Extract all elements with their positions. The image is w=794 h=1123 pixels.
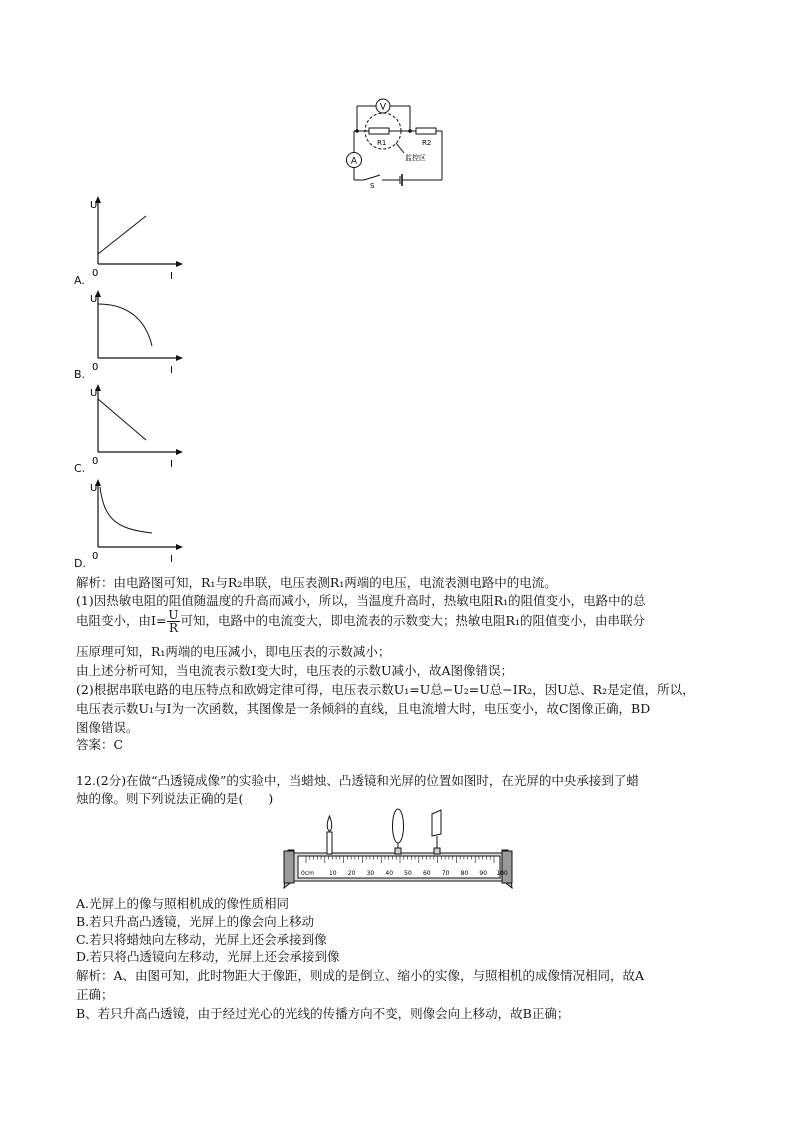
ruler-tick-label: 50	[404, 870, 412, 877]
origin-label: 0	[92, 456, 99, 467]
q12-option-a: A.光屏上的像与照相机成的像性质相同	[76, 896, 290, 911]
zone-label: 监控区	[405, 154, 426, 162]
axis-u-label: U	[90, 483, 98, 494]
analysis-line-4: 压原理可知，R₁两端的电压减小，即电压表的示数减小；	[76, 644, 391, 659]
axis-i-label: I	[170, 459, 173, 468]
ruler-tick-label: 30	[366, 870, 375, 877]
analysis-line-5: 由上述分析可知，当电流表示数I变大时，电压表的示数U减小，故A图像错误；	[76, 663, 514, 678]
graph-curve	[98, 304, 152, 346]
voltmeter-label: V	[379, 102, 387, 113]
ohm-fraction	[167, 609, 179, 634]
option-letter-d: D.	[74, 557, 86, 570]
graph-curve	[98, 216, 146, 254]
answer: 答案：C	[76, 737, 124, 752]
analysis-line-6: (2)根据串联电路的电压特点和欧姆定律可得，电压表示数U₁=U总−U₂=U总−IR₂，因U总、R₂是定值，所以，	[76, 682, 695, 697]
ruler-tick-label: 90	[479, 870, 488, 877]
axis-u-label: U	[90, 388, 98, 399]
ruler-tick-label: 10	[328, 870, 337, 877]
graph-curve	[98, 399, 146, 440]
ruler-unit-label: 0cm	[301, 870, 314, 877]
option-letter-a: A.	[74, 274, 85, 287]
graph-a	[88, 196, 198, 280]
axis-i-label: I	[170, 554, 173, 563]
circuit-diagram	[344, 96, 454, 188]
option-letter-b: B.	[74, 368, 86, 381]
analysis-line-1: 解析：由电路图可知，R₁与R₂串联，电压表测R₁两端的电压，电流表测电路中的电流。	[76, 575, 557, 590]
q12-option-c: C.若只将蜡烛向左移动，光屏上还会承接到像	[76, 932, 327, 947]
graph-curve	[100, 487, 152, 533]
switch-label: S	[370, 182, 375, 188]
q12-analysis-line-1: 解析：A、由图可知，此时物距大于像距，则成的是倒立、缩小的实像，与照相机的成像情况相同，故A	[76, 968, 645, 983]
r2-label: R2	[422, 139, 432, 147]
r1-label: R1	[377, 139, 387, 147]
graph-b	[88, 290, 198, 374]
q12-analysis-line-3: B、若只升高凸透镜，由于经过光心的光线的传播方向不变，则像会向上移动，故B正确；	[76, 1006, 570, 1021]
ammeter-label: A	[350, 156, 358, 167]
analysis-line-8: 图像错误。	[76, 720, 139, 735]
origin-label: 0	[92, 551, 99, 562]
ruler-tick-label: 20	[347, 870, 356, 877]
q12-option-b: B.若只升高凸透镜，光屏上的像会向上移动	[76, 914, 315, 929]
analysis-line-3b: 可知，电路中的电流变大，即电流表的示数变大；热敏电阻R₁的阻值变小，由串联分	[180, 613, 645, 628]
option-letter-c: C.	[74, 462, 86, 475]
fraction-denominator: R	[168, 621, 178, 635]
graph-c	[88, 384, 198, 468]
analysis-line-2: (1)因热敏电阻的阻值随温度的升高而减小，所以，当温度升高时，热敏电阻R₁的阻值变小，电路中的总	[76, 593, 646, 608]
ruler-tick-label: 60	[422, 870, 431, 877]
q12-analysis-line-2: 正确；	[76, 987, 114, 1002]
ruler-tick-label: 80	[460, 870, 469, 877]
ruler-tick-label: 100	[496, 870, 508, 877]
axis-i-label: I	[170, 365, 173, 374]
optical-bench	[280, 804, 516, 892]
fraction-numerator: U	[168, 608, 179, 622]
axis-i-label: I	[170, 271, 173, 280]
axis-u-label: U	[90, 294, 98, 305]
q12-stem-line-2: 烛的像。则下列说法正确的是( )	[76, 791, 274, 806]
analysis-line-7: 电压表示数U₁与I为一次函数，其图像是一条倾斜的直线，且电流增大时，电压变小，故C图像正确，BD	[76, 701, 651, 716]
graph-d	[88, 479, 198, 563]
ruler-tick-label: 40	[385, 870, 394, 877]
analysis-line-3a: 电阻变小，由I=	[76, 613, 167, 628]
ruler-tick-label: 70	[441, 870, 450, 877]
q12-option-d: D.若只将凸透镜向左移动，光屏上还会承接到像	[76, 949, 340, 964]
q12-stem-line-1: 12.(2分)在做“凸透镜成像”的实验中，当蜡烛、凸透镜和光屏的位置如图时，在光屏的中央承接到了蜡	[76, 773, 639, 788]
origin-label: 0	[92, 362, 99, 373]
axis-u-label: U	[90, 200, 98, 211]
origin-label: 0	[92, 268, 99, 279]
analysis-line-3	[76, 606, 645, 636]
